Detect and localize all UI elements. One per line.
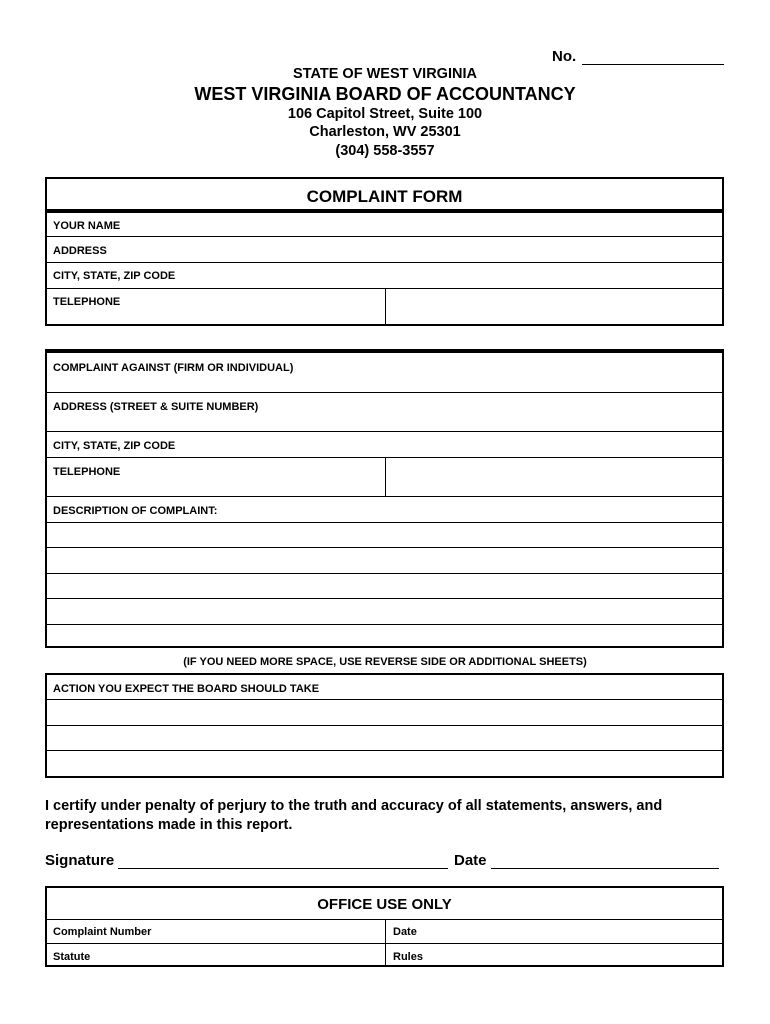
action-section	[45, 673, 724, 778]
board-heading: WEST VIRGINIA BOARD OF ACCOUNTANCY	[194, 84, 576, 104]
complaint-form-title: COMPLAINT FORM	[306, 187, 463, 206]
complaint-against-field[interactable]	[47, 392, 722, 393]
complainant-section	[45, 177, 724, 326]
office-date-label: Date	[393, 926, 417, 938]
against-telephone-divider	[385, 457, 386, 496]
office-row-divider	[47, 943, 722, 944]
telephone-label: TELEPHONE	[53, 296, 121, 308]
title-divider	[47, 209, 722, 213]
signature-field	[45, 852, 448, 869]
against-address-field[interactable]	[47, 431, 722, 432]
action-label: ACTION YOU EXPECT THE BOARD SHOULD TAKE	[53, 683, 320, 695]
description-line[interactable]	[47, 547, 722, 548]
date-label: Date	[454, 852, 487, 869]
form-number-field	[552, 48, 724, 65]
against-telephone-field[interactable]	[47, 496, 722, 497]
office-use-section	[45, 886, 724, 967]
action-line[interactable]	[47, 725, 722, 726]
your-name-label: YOUR NAME	[53, 220, 121, 232]
form-number-label: No.	[552, 48, 577, 65]
complaint-against-label: COMPLAINT AGAINST (FIRM OR INDIVIDUAL)	[53, 362, 294, 374]
board-city: Charleston, WV 25301	[309, 124, 461, 140]
form-number-blank[interactable]	[582, 50, 724, 65]
telephone-divider	[385, 288, 386, 326]
against-city-label: CITY, STATE, ZIP CODE	[53, 440, 176, 452]
description-line[interactable]	[47, 598, 722, 599]
statute-label: Statute	[53, 951, 91, 963]
rules-label: Rules	[393, 951, 423, 963]
complaint-against-section	[45, 349, 724, 648]
more-space-note: (IF YOU NEED MORE SPACE, USE REVERSE SIDE OR ADDITIONAL SHEETS)	[183, 656, 587, 668]
board-street: 106 Capitol Street, Suite 100	[287, 106, 483, 122]
address-label: ADDRESS	[53, 245, 107, 257]
address-field[interactable]	[47, 262, 722, 263]
signature-label: Signature	[45, 852, 115, 869]
against-telephone-label: TELEPHONE	[53, 466, 121, 478]
description-line[interactable]	[47, 522, 722, 523]
description-line[interactable]	[47, 624, 722, 625]
date-blank[interactable]	[491, 854, 719, 869]
date-field	[454, 852, 719, 869]
your-name-field[interactable]	[47, 236, 722, 237]
description-label: DESCRIPTION OF COMPLAINT:	[53, 505, 218, 517]
board-phone: (304) 558-3557	[335, 143, 435, 159]
action-line[interactable]	[47, 750, 722, 751]
description-line[interactable]	[47, 573, 722, 574]
state-heading: STATE OF WEST VIRGINIA	[293, 66, 477, 82]
office-use-title: OFFICE USE ONLY	[317, 896, 452, 913]
certification-statement: I certify under penalty of perjury to the truth and accuracy of all statements, answers, and representations made in this report.	[45, 798, 663, 833]
complaint-number-label: Complaint Number	[53, 926, 152, 938]
action-line[interactable]	[47, 699, 722, 700]
against-address-label: ADDRESS (STREET & SUITE NUMBER)	[53, 401, 259, 413]
city-state-zip-label: CITY, STATE, ZIP CODE	[53, 270, 176, 282]
signature-blank[interactable]	[118, 854, 448, 869]
